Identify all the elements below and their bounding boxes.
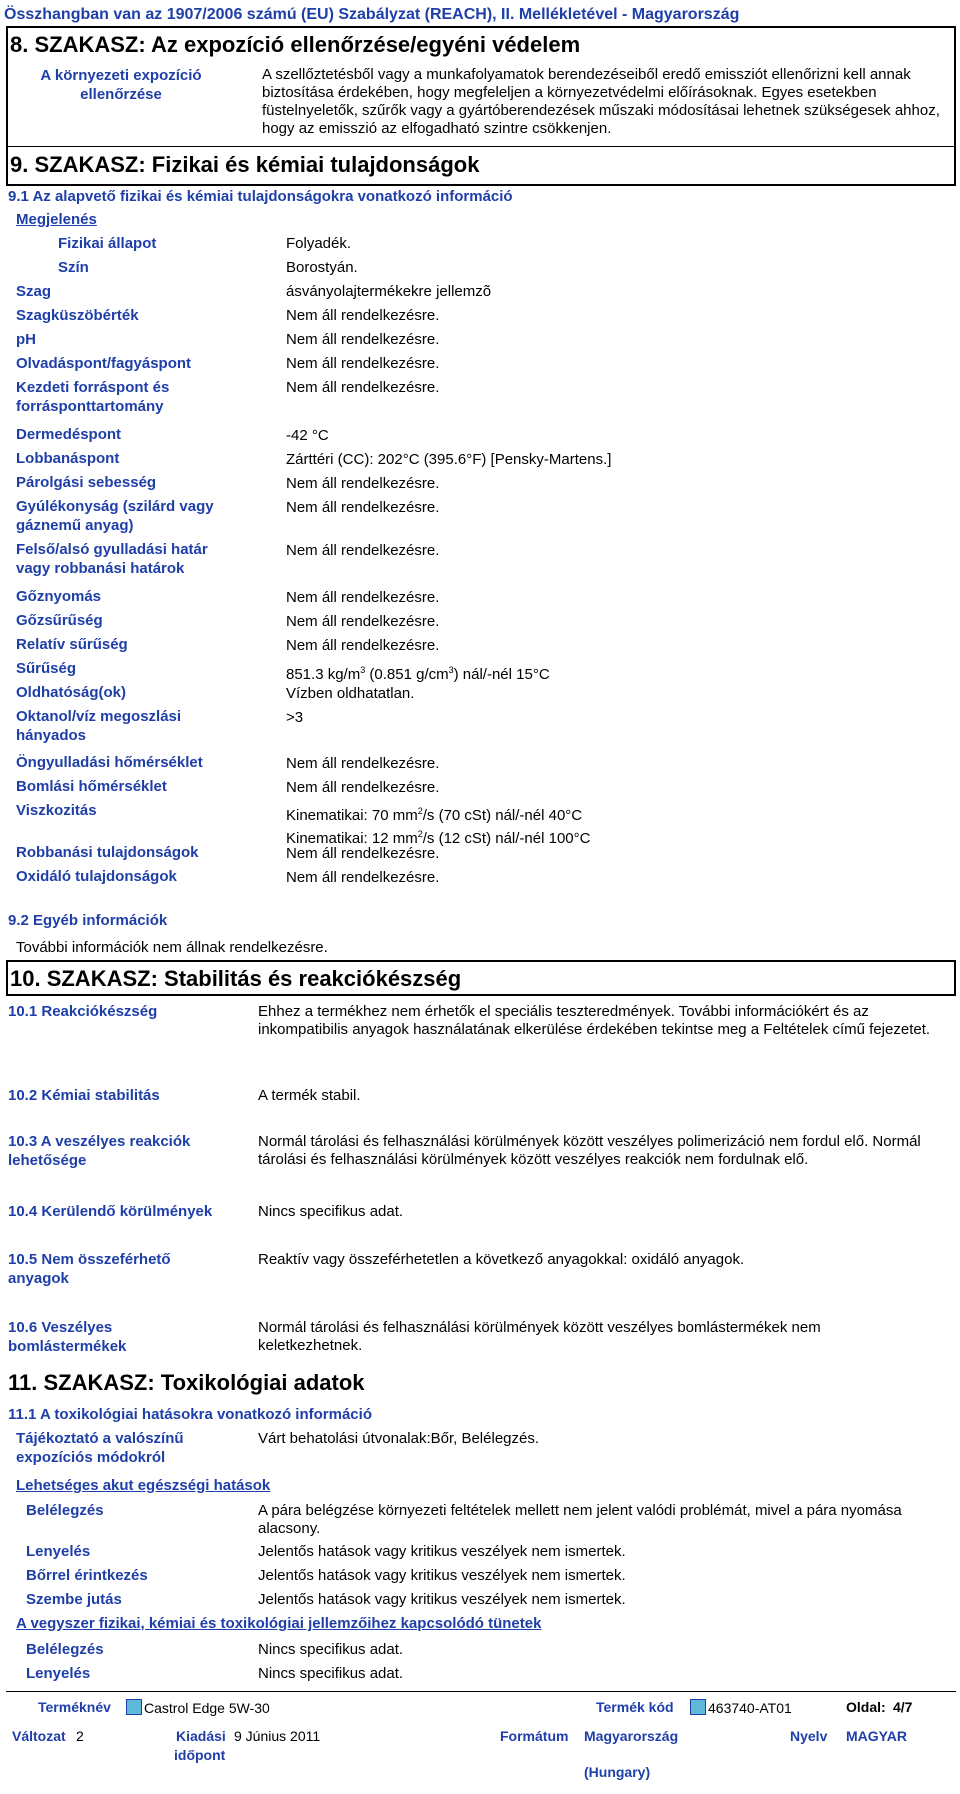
section-11-title: 11. SZAKASZ: Toxikológiai adatok [8,1370,365,1395]
section-9-1-title: 9.1 Az alapvető fizikai és kémiai tulajdonságokra vonatkozó információ [8,188,513,205]
viscosity-part: Kinematikai: 70 mm [286,807,418,824]
prop-label: Sűrűség [16,660,77,677]
prop-value: Zárttéri (CC): 202°C (395.6°F) [Pensky-Martens.] [286,451,612,468]
page-label: Oldal: [846,1699,886,1715]
density-part: 851.3 kg/m [286,666,361,683]
prop-value: Nem áll rendelkezésre. [286,779,440,796]
route-value: Várt behatolási útvonalak:Bőr, Belélegzés. [258,1430,540,1447]
prop-label: Szín [58,259,89,276]
marker-icon [126,1699,142,1715]
prop-label: Oktanol/víz megoszlási hányados [16,708,182,744]
prop-label: Kezdeti forráspont és forrásponttartomány [16,379,170,415]
density-part: ) nál/-nél 15°C [453,666,550,683]
prop-label: Viszkozitás [16,802,97,819]
issue-date-label: időpont [174,1747,226,1763]
s10-value: Nincs specifikus adat. [258,1203,404,1220]
acute-label: Belélegzés [26,1502,104,1519]
acute-value: Jelentős hatások vagy kritikus veszélyek nem ismertek. [258,1543,626,1560]
prop-value: Nem áll rendelkezésre. [286,542,440,559]
viscosity-line [286,802,590,825]
prop-label: Párolgási sebesség [16,474,157,491]
prop-label: Gőznyomás [16,588,102,605]
prop-label: Olvadáspont/fagyáspont [16,355,192,372]
s10-value: Normál tárolási és felhasználási körülmények között veszélyes bomlástermékek nem keletkezhetnek. [258,1319,821,1354]
s10-value: Reaktív vagy összeférhetetlen a következő anyagokkal: oxidáló anyagok. [258,1251,745,1268]
s10-label: 10.2 Kémiai stabilitás [8,1087,160,1104]
prop-value: Nem áll rendelkezésre. [286,845,440,862]
acute-label: Lenyelés [26,1543,91,1560]
acute-value: Jelentős hatások vagy kritikus veszélyek nem ismertek. [258,1591,626,1608]
prop-value: Nem áll rendelkezésre. [286,869,440,886]
prop-value: Nem áll rendelkezésre. [286,307,440,324]
product-name-text: Castrol Edge 5W-30 [144,1700,270,1716]
format-value-2: (Hungary) [584,1764,651,1780]
prop-label: Robbanási tulajdonságok [16,844,199,861]
unit-exponent: 2 [417,806,423,816]
prop-label: Gőzsűrűség [16,612,103,629]
product-name-label: Terméknév [38,1699,111,1715]
viscosity-value [286,802,590,848]
viscosity-part: /s (12 cSt) nál/-nél 100°C [422,830,591,847]
prop-value: Nem áll rendelkezésre. [286,637,440,654]
density-value [286,661,550,684]
prop-value: Nem áll rendelkezésre. [286,355,440,372]
symptom-value: Nincs specifikus adat. [258,1641,404,1658]
regulation-banner: Összhangban van az 1907/2006 számú (EU) Szabályzat (REACH), II. Mellékletével - Magyarország [4,6,740,23]
prop-label: pH [16,331,36,348]
s10-label: 10.4 Kerülendő körülmények [8,1203,213,1220]
prop-label: Szag [16,283,52,300]
product-code-text: 463740-AT01 [708,1700,792,1716]
prop-value: Folyadék. [286,235,352,252]
acute-value: Jelentős hatások vagy kritikus veszélyek nem ismertek. [258,1567,626,1584]
viscosity-part: /s (70 cSt) nál/-nél 40°C [422,807,583,824]
language-value: MAGYAR [846,1728,907,1744]
issue-date-value: 9 Június 2011 [234,1728,321,1744]
symptom-label: Lenyelés [26,1665,91,1682]
prop-label: Bomlási hőmérséklet [16,778,167,795]
prop-label: Gyúlékonyság (szilárd vagy gáznemű anyag) [16,498,214,534]
prop-value: Borostyán. [286,259,358,276]
symptoms-heading: A vegyszer fizikai, kémiai és toxikológiai jellemzőihez kapcsolódó tünetek [16,1615,542,1632]
section-9-2-title: 9.2 Egyéb információk [8,912,168,929]
prop-label: Fizikai állapot [58,235,157,252]
section-9-title: 9. SZAKASZ: Fizikai és kémiai tulajdonságok [10,152,480,177]
other-info-text: További információk nem állnak rendelkezésre. [16,939,328,956]
acute-value: A pára belégzése környezeti feltételek mellett nem jelent valódi problémát, mivel a pára nyomása alacsony. [258,1502,902,1537]
prop-value: Nem áll rendelkezésre. [286,331,440,348]
acute-effects-heading: Lehetséges akut egészségi hatások [16,1477,271,1494]
issue-date-label: Kiadási [176,1728,226,1744]
footer-divider [6,1691,956,1692]
product-name-value [126,1699,270,1716]
prop-label: Felső/alsó gyulladási határ vagy robbanási határok [16,541,208,577]
acute-label: Bőrrel érintkezés [26,1567,148,1584]
prop-value: Nem áll rendelkezésre. [286,755,440,772]
env-exposure-label: A környezeti expozíció ellenőrzése [40,67,202,103]
prop-label: Szagküszöbérték [16,307,139,324]
prop-value: Nem áll rendelkezésre. [286,379,440,396]
marker-icon [690,1699,706,1715]
page-value: 4/7 [893,1699,913,1715]
viscosity-part: Kinematikai: 12 mm [286,830,418,847]
s10-label: 10.5 Nem összeférhető anyagok [8,1251,171,1287]
prop-label: Oldhatóság(ok) [16,684,127,701]
density-part: (0.851 g/cm [365,666,449,683]
prop-value: >3 [286,709,304,726]
product-code-value [690,1699,792,1716]
prop-label: Lobbanáspont [16,450,120,467]
prop-label: Relatív sűrűség [16,636,128,653]
prop-value: -42 °C [286,427,329,444]
unit-exponent: 2 [417,829,423,839]
prop-value: Nem áll rendelkezésre. [286,475,440,492]
s10-value: A termék stabil. [258,1087,361,1104]
version-value: 2 [76,1728,84,1744]
s10-label: 10.1 Reakciókészség [8,1003,158,1020]
prop-value: Nem áll rendelkezésre. [286,499,440,516]
prop-value: Nem áll rendelkezésre. [286,613,440,630]
product-code-label: Termék kód [596,1699,674,1715]
prop-label: Oxidáló tulajdonságok [16,868,177,885]
prop-label: Dermedéspont [16,426,122,443]
unit-exponent: 3 [448,665,454,675]
prop-label: Öngyulladási hőmérséklet [16,754,203,771]
format-value: Magyarország [584,1728,679,1744]
version-label: Változat [12,1728,66,1744]
route-label: Tájékoztató a valószínű expozíciós módokról [16,1430,184,1466]
symptom-label: Belélegzés [26,1641,104,1658]
s10-label: 10.3 A veszélyes reakciók lehetősége [8,1133,191,1169]
prop-value: Nem áll rendelkezésre. [286,589,440,606]
env-exposure-text: A szellőztetésből vagy a munkafolyamatok berendezéseiből eredő emissziót ellenőrizni kell annak biztosítása érdekében, hogy megfeleljen a környezetvédelmi előírásoknak. Egyes esetekben füstelnyeletők, szűrők vagy a gyártóberendezések műszaki módosításai lehetnek szükségesek ahhoz, hogy az emisszió az elfogadható szintre csökkenjen. [262,66,940,137]
symptom-value: Nincs specifikus adat. [258,1665,404,1682]
appearance-heading: Megjelenés [16,211,97,228]
s10-value: Ehhez a termékhez nem érhetők el speciális teszteredmények. További információkért és az inkompatibilis anyagok használatának elkerülése érdekében tekintse meg a Feltételek című fejezetet. [258,1003,931,1038]
prop-value: Vízben oldhatatlan. [286,685,415,702]
language-label: Nyelv [790,1728,828,1744]
format-label: Formátum [500,1728,569,1744]
unit-exponent: 3 [360,665,366,675]
s10-value: Normál tárolási és felhasználási körülmények között veszélyes polimerizáció nem fordul elő. Normál tárolási és felhasználási körülmények között veszélyes reakciók nem fordulnak elő. [258,1133,921,1168]
prop-value: ásványolajtermékekre jellemzõ [286,283,492,300]
section-10-title: 10. SZAKASZ: Stabilitás és reakciókészség [10,966,462,991]
s10-label: 10.6 Veszélyes bomlástermékek [8,1319,127,1355]
acute-label: Szembe jutás [26,1591,122,1608]
section-divider [6,146,956,147]
section-8-title: 8. SZAKASZ: Az expozíció ellenőrzése/egyéni védelem [10,32,581,57]
section-11-1-title: 11.1 A toxikológiai hatásokra vonatkozó információ [8,1406,372,1423]
